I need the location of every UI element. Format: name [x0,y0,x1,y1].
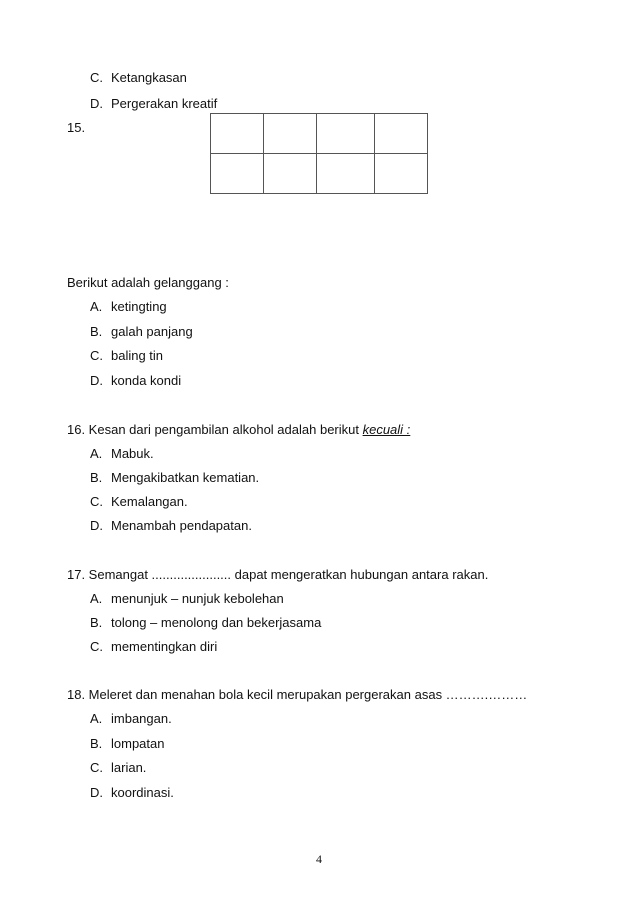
grid-cell [317,114,375,154]
option-label: D. [90,96,103,111]
option-text: galah panjang [111,324,193,339]
option-text: Menambah pendapatan. [111,518,252,533]
option-label: C. [90,760,103,775]
q15-court-grid [210,113,428,194]
option-label: A. [90,591,103,606]
q15-option-b [90,324,193,340]
q16-option-d [90,518,252,534]
option-label: C. [90,348,103,363]
q18-stem: 18. Meleret dan menahan bola kecil merupakan pergerakan asas ……….……… [67,687,528,702]
page-number: 4 [316,852,322,866]
q17-stem: 17. Semangat ...................... dapat mengeratkan hubungan antara rakan. [67,567,489,582]
q18-option-b [90,736,164,752]
option-label: D. [90,373,103,388]
option-text: Mabuk. [111,446,154,461]
option-label: A. [90,446,103,461]
grid-cell [375,114,428,154]
option-text: ketingting [111,299,167,314]
option-text: baling tin [111,348,164,363]
option-text: menunjuk – nunjuk kebolehan [111,591,284,606]
q15-option-c [90,348,163,364]
q16-option-b [90,470,259,486]
option-text: lompatan [111,736,165,751]
q15-stem: Berikut adalah gelanggang : [67,275,229,290]
grid-cell [375,154,428,194]
q15-option-a [90,299,167,315]
option-label: B. [90,324,103,339]
q15-number: 15. [67,120,86,135]
option-text: Ketangkasan [111,70,187,85]
option-text: Kemalangan. [111,494,188,509]
option-text: Pergerakan kreatif [111,96,218,111]
q18-option-d [90,785,174,801]
option-label: C. [90,494,103,509]
grid-cell [211,154,264,194]
option-text: mementingkan diri [111,639,218,654]
option-text: larian. [111,760,147,775]
option-label: B. [90,470,103,485]
option-label: D. [90,785,103,800]
option-label: B. [90,615,103,630]
option-text: Mengakibatkan kematian. [111,470,260,485]
q16-option-c [90,494,188,510]
q18-option-c [90,760,146,776]
q16-option-a [90,446,154,462]
q16-stem-text: 16. Kesan dari pengambilan alkohol adalah berikut [67,422,363,437]
option-text: imbangan. [111,711,172,726]
q15-option-d [90,373,181,389]
option-label: D. [90,518,103,533]
grid-cell [264,154,317,194]
grid-cell [211,114,264,154]
option-label: C. [90,639,103,654]
q17-option-b [90,615,321,631]
q16-stem-emphasis: kecuali : [362,422,411,437]
option-label: A. [90,711,103,726]
q18-option-a [90,711,172,727]
grid-cell [264,114,317,154]
option-label: B. [90,736,103,751]
option-text: konda kondi [111,373,182,388]
q14-option-d [90,96,217,112]
q16-stem [67,422,410,438]
q17-option-c [90,639,217,655]
q14-option-c [90,70,187,86]
grid-cell [317,154,375,194]
option-label: C. [90,70,103,85]
q17-option-a [90,591,284,607]
option-label: A. [90,299,103,314]
option-text: tolong – menolong dan bekerjasama [111,615,322,630]
option-text: koordinasi. [111,785,174,800]
